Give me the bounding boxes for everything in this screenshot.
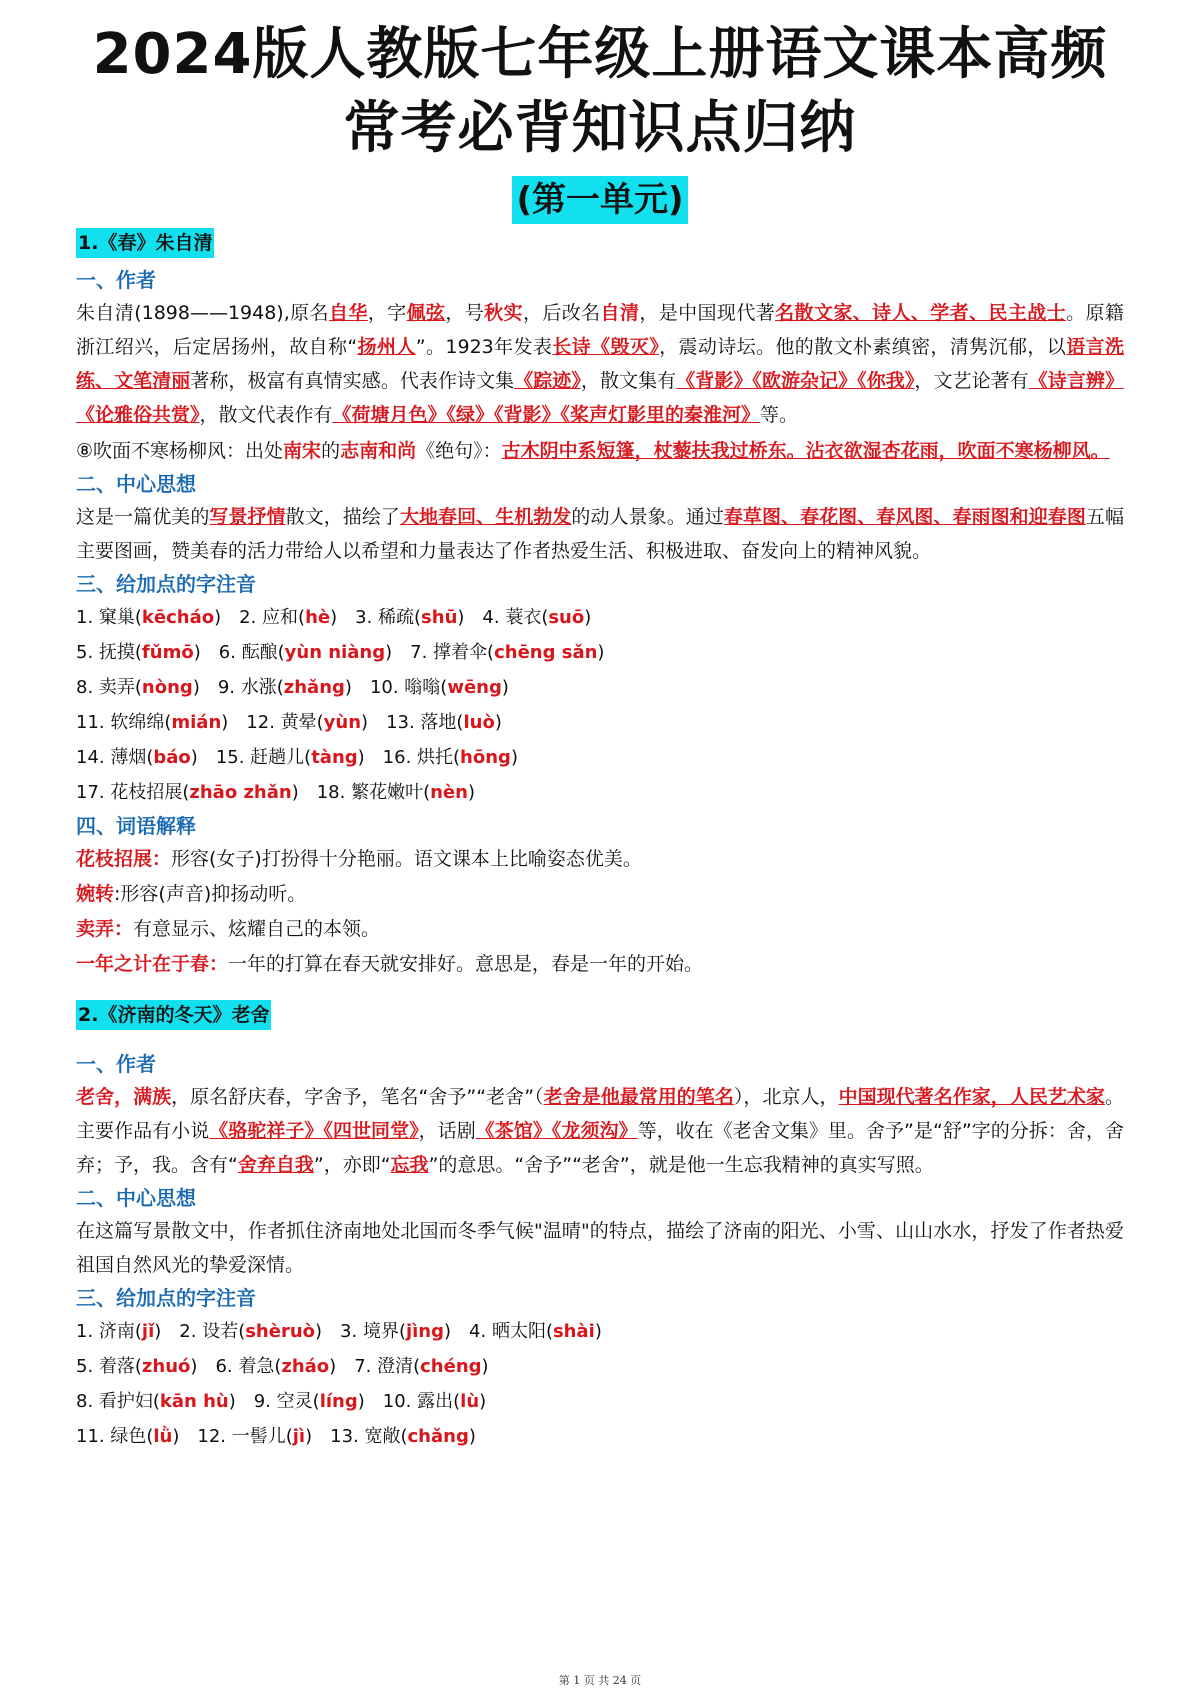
unit-heading: (第一单元) xyxy=(512,176,687,224)
pinyin-row xyxy=(76,705,1124,740)
pinyin-row xyxy=(76,1419,1124,1454)
pinyin-row xyxy=(76,670,1124,705)
pinyin-item: 4. 蓑衣(suō) xyxy=(482,607,592,628)
title-line-2: 常考必背知识点归纳 xyxy=(343,96,857,161)
pinyin-item: 13. 宽敞(chǎng) xyxy=(330,1426,476,1447)
pinyin-item: 7. 澄清(chéng) xyxy=(354,1356,489,1377)
pinyin-item: 3. 稀疏(shū) xyxy=(355,607,465,628)
pinyin-item: 2. 应和(hè) xyxy=(239,607,338,628)
pinyin-item: 10. 露出(lù) xyxy=(382,1391,487,1412)
lesson-2-heading: 2.《济南的冬天》老舍 xyxy=(76,1000,271,1030)
term-item: 婉转:形容(声音)抑扬动听。 xyxy=(76,883,307,905)
pinyin-item: 4. 晒太阳(shài) xyxy=(469,1321,602,1342)
pinyin-item: 15. 赶趟儿(tàng) xyxy=(215,747,365,768)
lesson-1-terms-heading: 四、词语解释 xyxy=(76,814,196,838)
pinyin-item: 6. 酝酿(yùn niàng) xyxy=(218,642,393,663)
content-area xyxy=(76,228,1124,1454)
lesson-2-pinyin-heading: 三、给加点的字注音 xyxy=(76,1286,256,1310)
lesson-2-author-text: 老舍，满族，原名舒庆春，字舍予，笔名“舍予”“老舍”（老舍是他最常用的笔名），北京人，中国现代著名作家，人民艺术家。主要作品有小说《骆驼祥子》《四世同堂》，话剧《茶馆》《龙须沟》等，收在《老舍文集》里。舍予”是“舒”字的分拆：舍，舍弃；予，我。含有“舍弃自我”，亦即“忘我”的意思。“舍予”“老舍”，就是他一生忘我精神的真实写照。 xyxy=(76,1086,1124,1176)
pinyin-item: 13. 落地(luò) xyxy=(386,712,502,733)
pinyin-row xyxy=(76,775,1124,810)
pinyin-row xyxy=(76,1384,1124,1419)
pinyin-item: 3. 境界(jìng) xyxy=(340,1321,452,1342)
pinyin-item: 1. 济南(jǐ) xyxy=(76,1321,162,1342)
pinyin-item: 11. 绿色(lǜ) xyxy=(76,1426,180,1447)
pinyin-item: 18. 繁花嫩叶(nèn) xyxy=(316,782,475,803)
term-item: 卖弄：有意显示、炫耀自己的本领。 xyxy=(76,918,381,940)
lesson-1-theme-text: 这是一篇优美的写景抒情散文，描绘了大地春回、生机勃发的动人景象。通过春草图、春花图、春风图、春雨图和迎春图五幅主要图画，赞美春的活力带给人以希望和力量表达了作者热爱生活、积极进取、奋发向上的精神风貌。 xyxy=(76,506,1124,562)
pinyin-item: 16. 烘托(hōng) xyxy=(382,747,518,768)
pinyin-item: 2. 设若(shèruò) xyxy=(179,1321,323,1342)
lesson-1-quote: ⑧吹面不寒杨柳风：出处南宋的志南和尚《绝句》：古木阴中系短篷，杖藜扶我过桥东。沾衣欲湿杏花雨，吹面不寒杨柳风。 xyxy=(76,440,1110,462)
lesson-2-theme-heading: 二、中心思想 xyxy=(76,1186,196,1210)
lesson-2-pinyin-list xyxy=(76,1314,1124,1454)
pinyin-item: 7. 撑着伞(chēng sǎn) xyxy=(410,642,605,663)
pinyin-item: 14. 薄烟(báo) xyxy=(76,747,198,768)
term-item: 一年之计在于春：一年的打算在春天就安排好。意思是，春是一年的开始。 xyxy=(76,953,704,975)
pinyin-row xyxy=(76,600,1124,635)
pinyin-item: 6. 着急(zháo) xyxy=(215,1356,337,1377)
pinyin-row xyxy=(76,635,1124,670)
pinyin-item: 9. 水涨(zhǎng) xyxy=(217,677,352,698)
pinyin-row xyxy=(76,740,1124,775)
pinyin-item: 11. 软绵绵(mián) xyxy=(76,712,229,733)
pinyin-item: 12. 黄晕(yùn) xyxy=(246,712,369,733)
pinyin-row xyxy=(76,1314,1124,1349)
unit-heading-wrap xyxy=(0,176,1200,224)
page-footer: 第 1 页 共 24 页 xyxy=(558,1674,642,1687)
lesson-2-theme-text: 在这篇写景散文中，作者抓住济南地处北国而冬季气候"温晴"的特点，描绘了济南的阳光、小雪、山山水水，抒发了作者热爱祖国自然风光的挚爱深情。 xyxy=(76,1220,1124,1276)
pinyin-item: 12. 一髻儿(jì) xyxy=(197,1426,313,1447)
document-title xyxy=(0,0,1200,166)
pinyin-item: 5. 抚摸(fǔmō) xyxy=(76,642,201,663)
lesson-2-author-heading: 一、作者 xyxy=(76,1052,156,1076)
term-item: 花枝招展：形容(女子)打扮得十分艳丽。语文课本上比喻姿态优美。 xyxy=(76,848,642,870)
pinyin-item: 9. 空灵(líng) xyxy=(253,1391,365,1412)
lesson-1-theme-heading: 二、中心思想 xyxy=(76,472,196,496)
pinyin-item: 8. 卖弄(nòng) xyxy=(76,677,200,698)
pinyin-row xyxy=(76,1349,1124,1384)
pinyin-item: 10. 嗡嗡(wēng) xyxy=(369,677,509,698)
pinyin-item: 1. 窠巢(kēcháo) xyxy=(76,607,222,628)
lesson-1-pinyin-list xyxy=(76,600,1124,810)
lesson-1-author-heading: 一、作者 xyxy=(76,268,156,292)
pinyin-item: 17. 花枝招展(zhāo zhǎn) xyxy=(76,782,299,803)
pinyin-item: 8. 看护妇(kān hù) xyxy=(76,1391,236,1412)
lesson-1-pinyin-heading: 三、给加点的字注音 xyxy=(76,572,256,596)
pinyin-item: 5. 着落(zhuó) xyxy=(76,1356,198,1377)
title-line-1: 2024版人教版七年级上册语文课本高频 xyxy=(92,22,1108,87)
lesson-1-heading: 1.《春》朱自清 xyxy=(76,228,214,258)
lesson-1-author-text: 朱自清(1898——1948),原名自华，字佩弦，号秋实，后改名自清，是中国现代著名散文家、诗人、学者、民主战士。原籍浙江绍兴，后定居扬州，故自称“扬州人”。1923年发表长诗《毁灭》，震动诗坛。他的散文朴素缜密，清隽沉郁，以语言洗练、文笔清丽著称，极富有真情实感。代表作诗文集《踪迹》，散文集有《背影》《欧游杂记》《你我》，文艺论著有《诗言辨》《论雅俗共赏》，散文代表作有《荷塘月色》《绿》《背影》《桨声灯影里的秦淮河》等。 xyxy=(76,302,1124,426)
